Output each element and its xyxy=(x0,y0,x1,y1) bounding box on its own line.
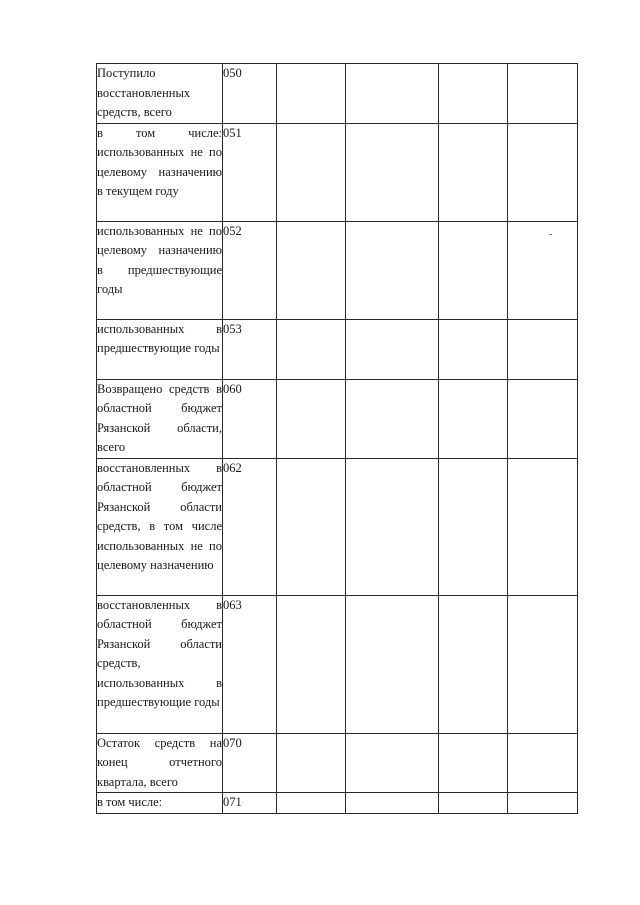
form-table xyxy=(96,63,578,814)
value-cell xyxy=(508,64,578,124)
row-code: 063 xyxy=(223,595,277,733)
value-cell xyxy=(277,595,346,733)
value-cell xyxy=(439,123,508,221)
value-cell xyxy=(277,123,346,221)
value-cell xyxy=(277,458,346,595)
value-cell xyxy=(439,595,508,733)
value-cell xyxy=(439,733,508,793)
table-row xyxy=(97,733,578,793)
value-cell xyxy=(439,64,508,124)
value-cell xyxy=(439,221,508,319)
row-code: 053 xyxy=(223,319,277,379)
value-cell xyxy=(277,64,346,124)
value-cell xyxy=(346,793,439,814)
table-row xyxy=(97,379,578,458)
value-cell xyxy=(508,595,578,733)
value-cell xyxy=(508,458,578,595)
row-label: Остаток средств на конец отчетного квартала, всего xyxy=(97,733,223,793)
value-cell xyxy=(439,379,508,458)
table-row xyxy=(97,64,578,124)
value-cell xyxy=(346,123,439,221)
row-label: Поступило восстановленных средств, всего xyxy=(97,64,223,124)
value-cell xyxy=(439,458,508,595)
value-cell xyxy=(277,733,346,793)
value-cell xyxy=(346,64,439,124)
row-code: 071 xyxy=(223,793,277,814)
value-cell xyxy=(508,221,578,319)
value-cell xyxy=(439,793,508,814)
row-label: восстановленных в областной бюджет Рязанской области средств, использованных в предшествующие годы xyxy=(97,595,223,733)
row-code: 062 xyxy=(223,458,277,595)
table-row xyxy=(97,123,578,221)
row-code: 052 xyxy=(223,221,277,319)
value-cell xyxy=(439,319,508,379)
value-cell xyxy=(277,319,346,379)
table-row xyxy=(97,793,578,814)
value-cell xyxy=(346,458,439,595)
value-cell xyxy=(346,733,439,793)
table-row xyxy=(97,595,578,733)
table-row xyxy=(97,221,578,319)
value-cell xyxy=(346,379,439,458)
value-cell xyxy=(346,595,439,733)
row-label: использованных не по целевому назначению в предшествующие годы xyxy=(97,221,223,319)
row-label: использованных в предшествующие годы xyxy=(97,319,223,379)
value-cell xyxy=(508,319,578,379)
value-cell xyxy=(277,379,346,458)
stray-mark: - xyxy=(549,229,553,240)
value-cell xyxy=(346,319,439,379)
table-row xyxy=(97,319,578,379)
table-row xyxy=(97,458,578,595)
value-cell xyxy=(277,793,346,814)
value-cell xyxy=(346,221,439,319)
value-cell xyxy=(508,733,578,793)
row-code: 070 xyxy=(223,733,277,793)
row-code: 051 xyxy=(223,123,277,221)
row-label: восстановленных в областной бюджет Рязанской области средств, в том числе использованных не по целевому назначению xyxy=(97,458,223,595)
value-cell xyxy=(508,379,578,458)
row-code: 060 xyxy=(223,379,277,458)
value-cell xyxy=(508,793,578,814)
row-label: Возвращено средств в областной бюджет Рязанской области, всего xyxy=(97,379,223,458)
value-cell xyxy=(508,123,578,221)
value-cell xyxy=(277,221,346,319)
row-label: в том числе: xyxy=(97,793,223,814)
row-label: в том числе: использованных не по целевому назначению в текущем году xyxy=(97,123,223,221)
row-code: 050 xyxy=(223,64,277,124)
